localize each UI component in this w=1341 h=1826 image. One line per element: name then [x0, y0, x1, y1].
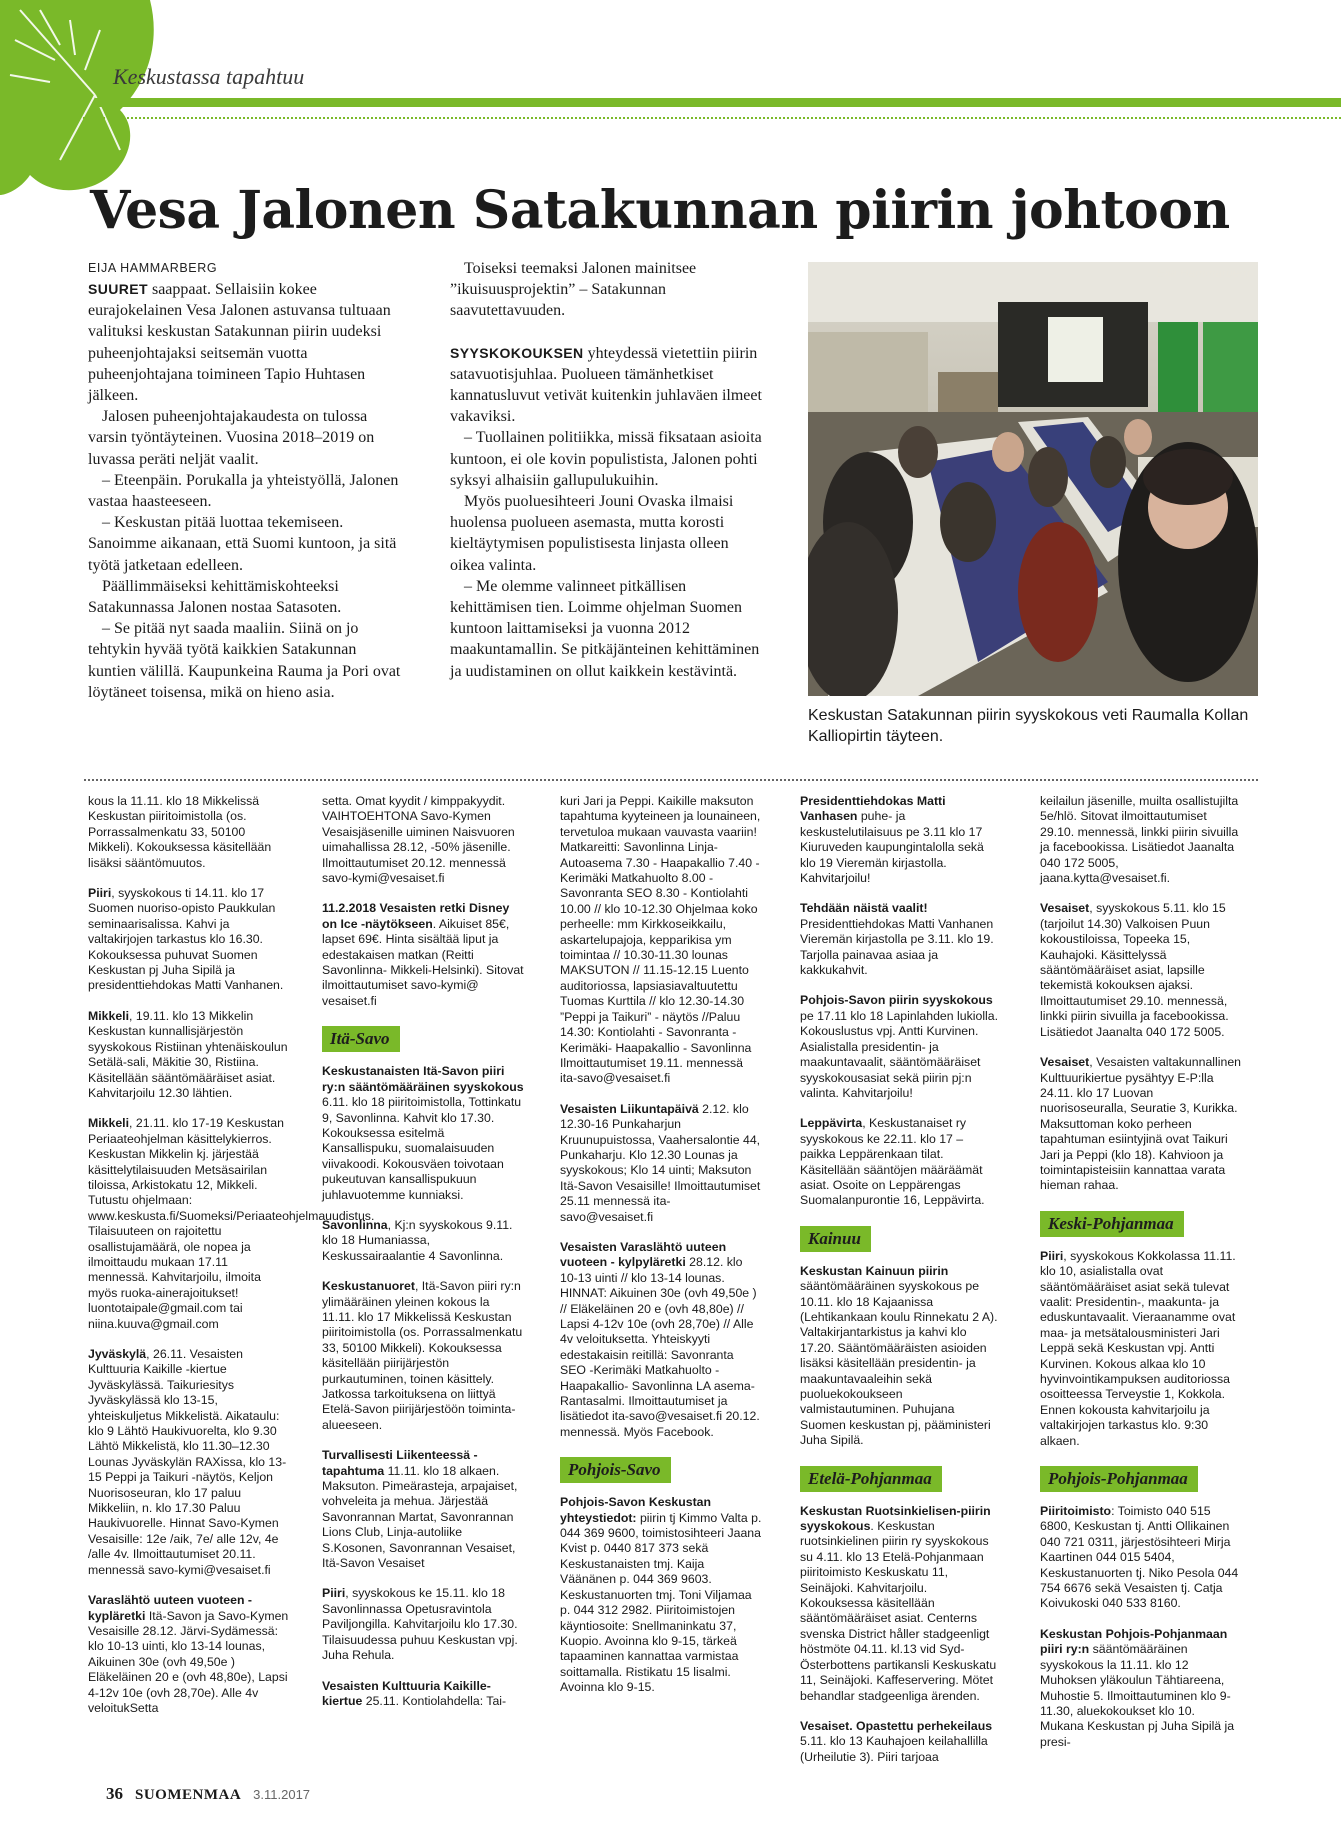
event-title: Vesaisten Liikuntapäivä [560, 1101, 699, 1116]
event-listing [800, 1504, 1002, 1704]
event-listing [1040, 1504, 1242, 1612]
magazine-name: SUOMENMAA [135, 1787, 242, 1803]
event-listing [322, 794, 524, 886]
event-listing [322, 1679, 524, 1710]
article-column-2 [450, 258, 765, 682]
event-title: Varaslähtö uuteen vuoteen - kypläretki [88, 1593, 252, 1623]
event-text: sääntömääräinen syyskokous pe 10.11. klo 18 Kajaanissa (Lehtikankaan koulu Rinnekatu 2 A). Valtakirjantarkistus ja kahvi klo 17.20. Sääntömääräisten asioiden lisäksi käsitellään presidentin- ja maakuntavaaleihin sekä puoluekokoukseen valmistautuminen. Puhujana Suomen keskustan pj, pääministeri Juha Sipilä. [800, 1279, 998, 1448]
event-title: Keskustan Pohjois-Pohjanmaan piiri ry:n [1040, 1626, 1228, 1657]
event-title: Presidenttiehdokas Matti Vanhasen [800, 794, 946, 824]
event-listing [800, 1719, 1002, 1765]
event-text: 28.12. klo 10-13 uinti // klo 13-14 lounas. HINNAT: Aikuinen 30e (ovh 49,50e ) // Eläkeläinen 20 e (ovh 48,80e) // Lapsi 4-12v 10e (ovh 28,70e) // Alle 4v veloituksetta. Yhteiskyyti edestakaisin reitillä: Savonranta SEO -Kerimäki Matkahuolto - Haapakallio- Savonlinna LA asema- Rantasalmi. Ilmoittautumiset ja lisätiedot ita-savo@vesaiset.fi 20.12. mennessä. Myös Facebook. [560, 1255, 760, 1439]
paragraph-text: saappaat. Sellaisiin kokee eurajokelainen Vesa Jalonen astuvansa tultuaan valituksi keskustan Satakunnan piirin uudeksi puheenjohtajaksi seitsemän vuotta puheenjohtajana toimineen Tapio Huhtasen jälkeen. [88, 281, 391, 405]
paragraph-text: – Me olemme valinneet pitkällisen kehittämisen tien. Loimme ohjelman Suomen kuntoon laittamiseksi ja vuonna 2012 maakuntamallin. Se pitkäjänteinen kehittäminen ja uudistaminen on ollut kaikkein kestävintä. [450, 577, 760, 680]
page-footer [106, 1784, 310, 1804]
section-dotted-rule [84, 779, 1258, 781]
listing-column-5 [1040, 794, 1242, 1765]
event-listing [88, 794, 290, 871]
article-photo [808, 262, 1258, 696]
event-listing [88, 886, 290, 994]
article-paragraph [450, 343, 765, 428]
event-text: , syyskokous 5.11. klo 15 (tarjoilut 14.30) Valkoisen Puun kokoustiloissa, Topeeka 15, Kauhajoki. Käsittelyssä sääntömääräiset asiat, lapsille tekemistä kokouksen ajaksi. Ilmoittautumiset 29.10. mennessä, linkki piirin sivuilla ja facebookissa. Lisätiedot Jaanalta 040 172 5005. [1040, 901, 1229, 1039]
photo-credit: Eija Hammarberg [1156, 266, 1250, 280]
event-title: Piiri [322, 1586, 346, 1601]
event-listing [560, 794, 762, 1087]
event-title: Vesaisten Varaslähtö uuteen vuoteen - kylpyläretki [560, 1239, 727, 1270]
event-text: 25.11. Kontiolahdella: Tai- [362, 1693, 507, 1708]
event-title: Jyväskylä [88, 1347, 147, 1361]
event-title: Vesaisten Kulttuuria Kaikille-kiertue [322, 1678, 491, 1708]
event-text: , 19.11. klo 13 Mikkelin Keskustan kunnallisjärjestön syyskokous Ristiinan yhtenäiskoulun Setälä-sali, Mäkitie 30, Ristiina. Käsitellään sääntömääräiset asiat. Kahvitarjoilu 12.30 lähtien. [88, 1008, 288, 1100]
event-listing [88, 1009, 290, 1101]
event-listing [1040, 1249, 1242, 1449]
article-paragraph [450, 576, 765, 682]
article-paragraph [88, 618, 408, 703]
article-headline: Vesa Jalonen Satakunnan piirin johtoon [90, 180, 1230, 241]
event-listing [1040, 1627, 1242, 1750]
event-title: Keskustan Kainuun piirin [800, 1263, 949, 1278]
event-listing [1040, 1055, 1242, 1194]
section-title: Keskustassa tapahtuu [113, 64, 305, 89]
event-text: sääntömääräinen syyskokous la 11.11. klo 12 Muhoksen yläkoulun Tähtiareena, Muhostie 5. Ilmoittautuminen klo 9-11.30, aluekokoukset klo 10. Mukana Keskustan pj Juha Sipilä ja presi- [1040, 1642, 1235, 1749]
header-dotted-rule [0, 117, 1341, 119]
paragraph-text: yhteydessä vietettiin piirin satavuotisjuhlaa. Puolueen tämänhetkiset kannatusluvut vetivät kuitenkin juhlaväen ilmeet vakaviksi. [450, 344, 762, 426]
event-text: , Itä-Savon piiri ry:n ylimääräinen yleinen kokous la 11.11. klo 17 Mikkelissä Keskustan piiritoimistolla (os. Porrassalmenkatu 33, 50100 Mikkeli). Kokouksessa käsitellään piirijärjestön purkautuminen, toinen käsittely. Jatkossa tarkoituksena on liittyä Etelä-Savon piirijärjestöön toiminta-alueeseen. [322, 1279, 523, 1432]
event-text: , syyskokous ke 15.11. klo 18 Savonlinnassa Opetusravintola Paviljongilla. Kahvitarjoilu klo 17.30. Tilaisuudessa puhuu Keskustan vpj. Juha Rehula. [322, 1586, 518, 1663]
event-listing [322, 1064, 524, 1203]
event-listing [88, 1347, 290, 1578]
event-listing [322, 1218, 524, 1264]
event-text: , Keskustanaiset ry syyskokous ke 22.11. klo 17 – paikka Leppärenkaan tilat. Käsitellään sääntöjen määräämät asiat. Osoite on Leppärengas Suomalanpurontie 16, Leppävirta. [800, 1116, 985, 1208]
event-listing [322, 1586, 524, 1663]
event-title: Keskustanuoret [322, 1279, 415, 1294]
article-byline: EIJA HAMMARBERG [88, 261, 218, 275]
event-text: kuri Jari ja Peppi. Kaikille maksuton tapahtuma kyyteineen ja lounaineen, tervetuloa mukaan vauvasta vaariin! Matkareitti: Savonlinna Linja-Autoasema 7.30 - Haapakallio 7.40 - Kerimäki Matkahuolto 8.00 - Savonranta SEO 8.30 - Kontiolahti 10.00 // klo 10-12.30 Ohjelmaa koko perheelle: mm Kirkkoseikkailu, askartelupajoja, kepparikisa ym toimintaa // 10.30-11.30 lounas MAKSUTON // 11.15-12.15 Luento auditoriossa, lapsiasiavaltuutettu Tuomas Kurttila // klo 12.30-14.30 ”Peppi ja Taikuri” - näytös //Paluu 14.30: Kontiolahti - Savonranta - Kerimäki- Haapakallio - Savonlinna Ilmoittautumiset 19.11. mennessä ita-savo@vesaiset.fi [560, 794, 761, 1086]
event-listing [560, 1240, 762, 1440]
event-text: 6.11. klo 18 piiritoimistolla, Tottinkatu 9, Savonlinna. Kahvit klo 17.30. Kokouksessa esitelmä Kansallispuku, suomalaisuuden viivakoodi. Kokousväen toivotaan pukeutuvan kansallispukuun juhlavuotemme kunniaksi. [322, 1095, 522, 1202]
article-paragraph [88, 470, 408, 512]
article-paragraph [88, 512, 408, 576]
event-title: Vesaiset [1040, 1055, 1090, 1070]
event-text: kous la 11.11. klo 18 Mikkelissä Keskustan piiritoimistolla (os. Porrassalmenkatu 33, 50100 Mikkeli). Kokouksessa käsitellään lisäksi sääntömuutos. [88, 794, 272, 870]
article-paragraph [450, 491, 765, 576]
event-text: , Kj:n syyskokous 9.11. klo 18 Humaniassa, Keskussairaalantie 4 Savonlinna. [322, 1217, 513, 1263]
event-text: 11.11. klo 18 alkaen. Maksuton. Pimeärasteja, arpajaiset, vohveleita ja mehua. Järjestää Savonrannan Martat, Savonrannan Lions Club, Linja-autoliike S.Kosonen, Savonrannan Vesaiset, Itä-Savon Vesaiset [322, 1463, 518, 1571]
article-paragraph [450, 258, 765, 322]
paragraph-lead: SYYSKOKOUKSEN [450, 344, 584, 361]
region-heading: Etelä-Pohjanmaa [800, 1466, 942, 1492]
paragraph-text: – Eteenpäin. Porukalla ja yhteistyöllä, Jalonen vastaa haasteeseen. [88, 471, 399, 511]
event-title: Vesaiset. Opastettu perhekeilaus [800, 1718, 993, 1733]
event-title: Mikkeli [88, 1008, 130, 1023]
event-listing [1040, 901, 1242, 1040]
event-text: , 21.11. klo 17-19 Keskustan Periaateohjelman käsittelykierros. Keskustan Mikkelin kj. järjestää käsittelytilaisuuden Metsäsairilan tiloissa, Arkistokatu 12, Mikkeli. Tutustu ohjelmaan: www.keskusta.fi/Suomeksi/Periaateohjelmauudistus. Tilaisuuteen on rajoitettu osallistujamäärä, ole nopea ja ilmoittaudu mukaan 17.11 mennessä. Kahvitarjoilu, ilmoita myös ruoka-ainerajoitukset! luontotaipale@gmail.com tai niina.kuuva@gmail.com [88, 1116, 375, 1331]
header-rule [95, 98, 1341, 107]
event-text: setta. Omat kyydit / kimppakyydit. VAIHTOEHTONA Savo-Kymen Vesaisjäsenille uiminen Naisvuoren uimahallissa 28.12, -50% jäsenille. Ilmoittautumiset 20.12. mennessä savo-kymi@vesaiset.fi [322, 794, 515, 886]
event-listing [800, 901, 1002, 978]
paragraph-text: Toiseksi teemaksi Jalonen mainitsee ”ikuisuusprojektin” – Satakunnan saavutettavuuden. [450, 260, 697, 320]
event-text: Presidenttiehdokas Matti Vanhanen Vieremän kirjastolla pe 3.11. klo 19. Tarjolla painavaa asiaa ja kakkukahvit. [800, 916, 994, 978]
event-title: Pohjois-Savon Keskustan yhteystiedot: [560, 1495, 712, 1525]
event-title: Piiri [88, 886, 112, 901]
event-title: Leppävirta [800, 1116, 863, 1131]
event-text: . Aikuiset 85€, lapset 69€. Hinta sisältää liput ja edestakaisen matkan (Reitti Savonlinna- Mikkeli-Helsinki). Sitovat ilmoittautumiset savo-kymi@ vesaiset.fi [322, 916, 524, 1008]
event-text: 5.11. klo 13 Kauhajoen keilahallilla (Urheilutie 3). Piiri tarjoaa [800, 1734, 988, 1764]
paragraph-text: – Tuollainen politiikka, missä fiksataan asioita kuntoon, ei ole kovin populistista, Jalonen pohti syksyi alhaisiin gallupulukuihin. [450, 429, 762, 489]
event-text: piirin tj Kimmo Valta p. 044 369 9600, toimistosihteeri Jaana Kvist p. 0440 817 373 sekä Keskustanaisten tmj. Kaija Väänänen p. 044 369 9603. Keskustanuorten tmj. Toni Viljamaa p. 044 312 2982. Piiritoimistojen käyntiosoite: Snellmaninkatu 37, Kuopio. Avoinna klo 9-15, tärkeä tapaaminen kannattaa varmistaa soittamalla. Ristikatu 15 lisalmi. Avoinna klo 9-15. [560, 1510, 762, 1695]
article-column-1 [88, 279, 408, 703]
event-listing [800, 1264, 1002, 1449]
event-text: , Vesaisten valtakunnallinen Kulttuurikiertue pysähtyy E-P:lla 24.11. klo 17 Luovan nuorisoseuralla, Seuratie 3, Kurikka. Maksuttoman koko perheen tapahtuman esiintyjinä ovat Taikuri Jari ja Peppi (klo 18). Kahvioon ja toimintapisteisiin kannattaa varata hieman rahaa. [1040, 1055, 1241, 1193]
region-heading: Kainuu [800, 1226, 871, 1252]
event-text: 2.12. klo 12.30-16 Punkaharjun Kruunupuistossa, Vaahersalontie 44, Punkaharju. Klo 12.30 Lounas ja syyskokous; Klo 14 uinti; Maksuton Itä-Savon Vesaisille! Ilmoittautumiset 25.11 mennessä ita-savo@vesaiset.fi [560, 1101, 761, 1224]
event-text: Itä-Savon ja Savo-Kymen Vesaisille 28.12. Järvi-Sydämessä: klo 10-13 uinti, klo 13-14 lounas, Aikuinen 30e (ovh 49,50e ) Eläkeläinen 20 e (ovh 48,80e), Lapsi 4-12v 10e (ovh 28,70e). Alle 4v veloitukSetta [88, 1608, 289, 1715]
event-title: Tehdään näistä vaalit! [800, 901, 928, 916]
paragraph-text: Päällimmäiseksi kehittämiskohteeksi Satakunnassa Jalonen nostaa Satasoten. [88, 577, 342, 617]
event-title: Savonlinna [322, 1217, 388, 1232]
paragraph-text: – Se pitää nyt saada maaliin. Siinä on jo tehtykin hyvää työtä kaikkien Satakunnan kuntien välillä. Kaupunkeina Rauma ja Pori ovat löytäneet toisensa, mikä on hieno asia. [88, 620, 401, 701]
event-title: Piiritoimisto [1040, 1504, 1112, 1519]
paragraph-text: – Keskustan pitää luottaa tekemiseen. Sanoimme aikanaan, että Suomi kuntoon, ja sitä työtä jatketaan edelleen. [88, 514, 397, 574]
event-text: , syyskokous ti 14.11. klo 17 Suomen nuoriso-opisto Paukkulan seminaarisalissa. Kahvi ja valtakirjojen tarkastus klo 16.30. Kokouksessa puhuvat Suomen Keskustan pj Juha Sipilä ja presidenttiehdokas Matti Vanhanen. [88, 886, 284, 993]
article-paragraph [450, 427, 765, 491]
event-listing [800, 993, 1002, 1101]
event-text: : Toimisto 040 515 6800, Keskustan tj. Antti Ollikainen 040 721 0311, järjestösihteeri Mirja Kaartinen 044 015 5404, Keskustanuorten tj. Niko Pesola 044 754 6676 sekä Vesaisten tj. Catja Koivukoski 040 533 8160. [1040, 1504, 1239, 1611]
event-title: Keskustan Ruotsinkielisen-piirin syyskokous [800, 1503, 991, 1534]
event-title: 11.2.2018 Vesaisten retki Disney on Ice -näytökseen [322, 901, 510, 931]
listing-column-3 [560, 794, 762, 1711]
event-listing [322, 1279, 524, 1433]
listing-column-4 [800, 794, 1002, 1780]
region-heading: Keski-Pohjanmaa [1040, 1211, 1184, 1237]
event-title: Keskustanaisten Itä-Savon piiri ry:n sääntömääräinen syyskokous [322, 1064, 524, 1094]
event-listing [800, 1116, 1002, 1208]
photo-caption: Keskustan Satakunnan piirin syyskokous veti Raumalla Kollan Kalliopirtin täyteen. [808, 707, 1249, 745]
region-heading: Itä-Savo [322, 1026, 400, 1052]
event-title: Pohjois-Savon piirin syyskokous [800, 993, 993, 1008]
event-title: Vesaiset [1040, 901, 1090, 916]
event-text: pe 17.11 klo 18 Lapinlahden lukiolla. Kokouslustus vpj. Antti Kurvinen. Asialistalla presidentin- ja maakuntavaalit, sääntömääräiset syyskokousasiat sekä piirin pj:n valinta. Kahvitarjoilu! [800, 1008, 999, 1100]
article-paragraph [88, 279, 408, 406]
event-listing [800, 794, 1002, 886]
event-title: Turvallisesti Liikenteessä -tapahtuma [322, 1448, 478, 1478]
event-text: . Keskustan ruotsinkielinen piirin ry syyskokous su 4.11. klo 13 Etelä-Pohjanmaan piiritoimisto Keskuskatu 11, Seinäjoki. Kahvitarjoilu. Kokouksessa käsitellään sääntömääräiset asiat. Centerns svenska District håller stadgeenligt höstmöte 04.11. kl.13 vid Syd-Österbottens partikansli Keskuskatu 11, Seinäjoki. Kaffeservering. Mötet behandlar stadgeenliga ärenden. [800, 1519, 997, 1703]
article-paragraph [88, 576, 408, 618]
event-listing [322, 901, 524, 1009]
event-title: Mikkeli [88, 1116, 130, 1131]
event-text: , syyskokous Kokkolassa 11.11. klo 10, asialistalla ovat sääntömääräiset asiat sekä tulevat vaalit: Presidentin-, maakunta- ja eduskuntavaalit. Vieraanamme ovat maa- ja metsätalousministeri Jari Leppä sekä Keskustan vpj. Antti Kurvinen. Kokous alkaa klo 10 hyvinvointikampuksen auditoriossa osoitteessa Terveystie 1, Kokkola. Ennen kokousta kahvitarjoilu ja valtakirjojen tarkastus klo. 9:30 alkaen. [1040, 1248, 1236, 1448]
event-text: , 26.11. Vesaisten Kulttuuria Kaikille -kiertue Jyväskylässä. Taikuriesitys Jyväskylässä klo 13-15, yhteiskuljetus Mikkelistä. Aikataulu: klo 9 Lähtö Haukivuorelta, klo 9.30 Lähtö Mikkelistä, klo 11.30–12.30 Lounas Jyväskylän RAXissa, klo 13-15 Peppi ja Taikuri -näytös, Keljon Nuorisoseuran, klo 17 paluu Mikkeliin, n. klo 17.30 Paluu Haukivuorelle. Hinnat Savo-Kymen Vesaisille: 12e /aik, 7e/ alle 12v, 4e /alle 4v. Ilmoittautumiset 20.11. mennessä savo-kymi@vesaiset.fi [88, 1347, 287, 1577]
paragraph-text: Jalosen puheenjohtajakaudesta on tulossa varsin työntäyteinen. Vuosina 2018–2019 on luvassa peräti neljät vaalit. [88, 408, 375, 468]
article-paragraph [88, 406, 408, 470]
meeting-hall-image [808, 262, 1258, 696]
region-heading: Pohjois-Savo [560, 1457, 671, 1483]
paragraph-lead: SUURET [88, 281, 148, 297]
event-listing [322, 1448, 524, 1571]
page-number: 36 [106, 1784, 123, 1803]
event-text: puhe- ja keskustelutilaisuus pe 3.11 klo 17 Kiuruveden kaupungintalolla sekä klo 19 Vieremän kirjastolla. Kahvitarjoilu! [800, 809, 984, 886]
event-title: Piiri [1040, 1248, 1064, 1263]
listing-column-2 [322, 794, 524, 1724]
event-listing [88, 1593, 290, 1716]
issue-date: 3.11.2017 [253, 1787, 311, 1802]
paragraph-text: Myös puoluesihteeri Jouni Ovaska ilmaisi huolensa puolueen asemasta, mutta korosti kieltäytymisen populistisesta linjasta olleen oikea valinta. [450, 493, 734, 574]
event-listing [1040, 794, 1242, 886]
event-listing [560, 1495, 762, 1695]
event-text: keilailun jäsenille, muilta osallistujilta 5e/hlö. Sitovat ilmoittautumiset 29.10. mennessä, linkki piirin sivuilla ja facebookissa. Lisätiedot Jaanalta 040 172 5005, jaana.kytta@vesaiset.fi. [1040, 794, 1239, 886]
region-heading: Pohjois-Pohjanmaa [1040, 1466, 1198, 1492]
event-listing [560, 1102, 762, 1225]
